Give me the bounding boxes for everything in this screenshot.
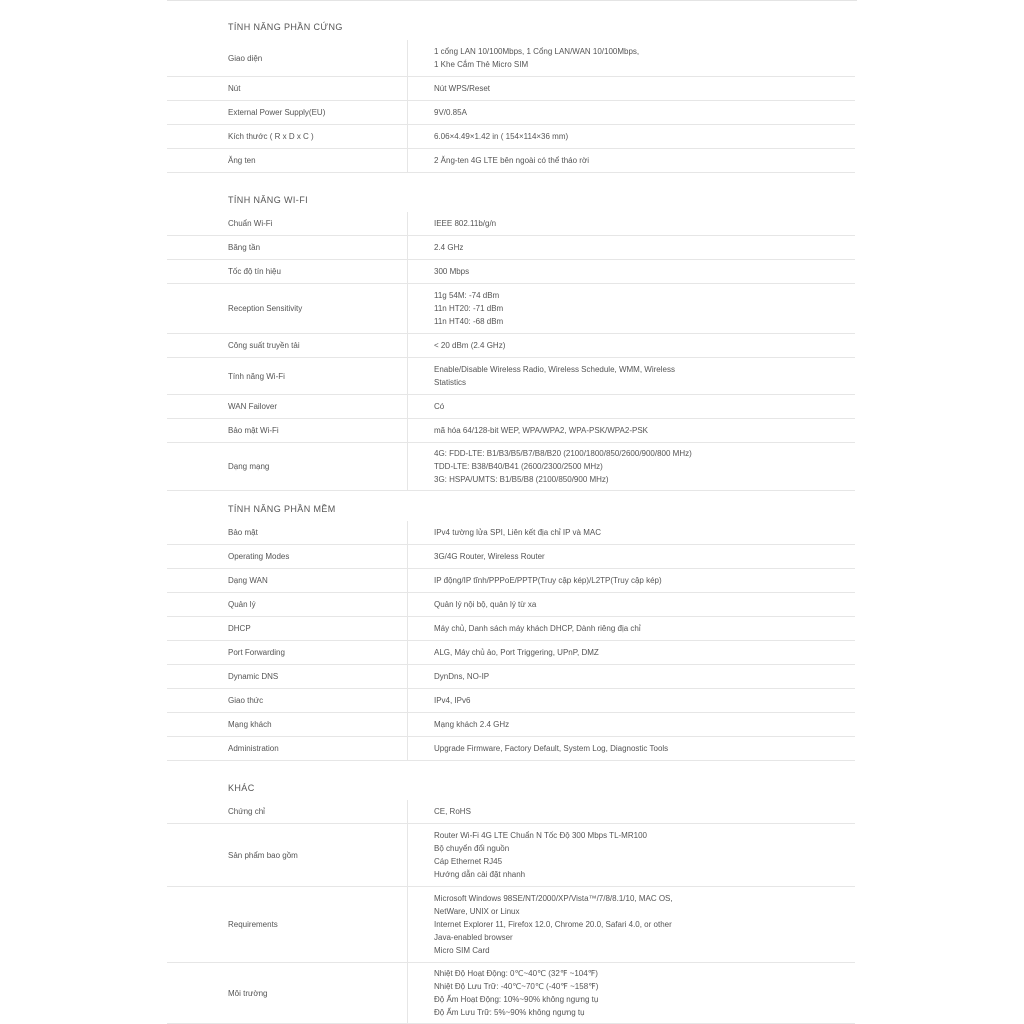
- spec-label: WAN Failover: [167, 395, 408, 418]
- spec-value: Router Wi-Fi 4G LTE Chuẩn N Tốc Độ 300 Mbps TL-MR100 Bộ chuyển đổi nguồn Cáp Ethernet RJ45 Hướng dẫn cài đặt nhanh: [434, 831, 647, 879]
- spec-value: 6.06×4.49×1.42 in ( 154×114×36 mm): [434, 132, 569, 141]
- spec-row: [167, 737, 855, 761]
- spec-row: [167, 443, 855, 491]
- spec-value: 9V/0.85A: [434, 108, 467, 117]
- section-software: [167, 497, 855, 761]
- spec-row: [167, 395, 855, 419]
- spec-row: [167, 963, 855, 1024]
- spec-label: Requirements: [167, 887, 408, 962]
- spec-label: Dynamic DNS: [167, 665, 408, 688]
- spec-row: [167, 521, 855, 545]
- spec-row: [167, 641, 855, 665]
- spec-row: [167, 545, 855, 569]
- spec-value: IP động/IP tĩnh/PPPoE/PPTP(Truy cập kép)/L2TP(Truy cập kép): [434, 576, 662, 585]
- spec-value: IEEE 802.11b/g/n: [434, 219, 497, 228]
- spec-row: [167, 236, 855, 260]
- spec-row: [167, 569, 855, 593]
- spec-label: Dạng WAN: [167, 569, 408, 592]
- spec-label: Ăng ten: [167, 149, 408, 172]
- spec-row: [167, 800, 855, 824]
- spec-value: IPv4, IPv6: [434, 696, 471, 705]
- spec-value: ALG, Máy chủ ảo, Port Triggering, UPnP, DMZ: [434, 648, 599, 657]
- spec-label: Quản lý: [167, 593, 408, 616]
- spec-label: Administration: [167, 737, 408, 760]
- spec-row: [167, 689, 855, 713]
- spec-label: Kích thước ( R x D x C ): [167, 125, 408, 148]
- spec-label: DHCP: [167, 617, 408, 640]
- spec-label: Bảo mật: [167, 521, 408, 544]
- spec-row: [167, 593, 855, 617]
- spec-row: [167, 713, 855, 737]
- spec-value: 2 Ăng-ten 4G LTE bên ngoài có thể tháo rời: [434, 156, 589, 165]
- spec-label: Giao thức: [167, 689, 408, 712]
- spec-value: Microsoft Windows 98SE/NT/2000/XP/Vista™/7/8/8.1/10, MAC OS, NetWare, UNIX or Linux Internet Explorer 11, Firefox 12.0, Chrome 20.0, Safari 4.0, or other Java-enabled browser Micro SIM Card: [434, 894, 673, 955]
- spec-label: External Power Supply(EU): [167, 101, 408, 124]
- spec-value: IPv4 tường lửa SPI, Liên kết địa chỉ IP và MAC: [434, 528, 601, 537]
- spec-row: [167, 101, 855, 125]
- spec-value: 11g 54M: -74 dBm 11n HT20: -71 dBm 11n HT40: -68 dBm: [434, 291, 504, 326]
- spec-label: Chuẩn Wi-Fi: [167, 212, 408, 235]
- spec-row: [167, 260, 855, 284]
- spec-row: [167, 824, 855, 887]
- spec-row: [167, 40, 855, 77]
- section-hardware: [167, 14, 855, 173]
- spec-label: Môi trường: [167, 963, 408, 1023]
- spec-value: Máy chủ, Danh sách máy khách DHCP, Dành riêng địa chỉ: [434, 624, 641, 633]
- spec-label: Băng tần: [167, 236, 408, 259]
- spec-value: Nhiệt Độ Hoạt Động: 0℃~40℃ (32℉ ~104℉) Nhiệt Độ Lưu Trữ: -40℃~70℃ (-40℉ ~158℉) Độ Ẩm Hoạt Động: 10%~90% không ngưng tụ Độ Ẩm Lưu Trữ: 5%~90% không ngưng tụ: [434, 969, 599, 1017]
- spec-label: Bảo mật Wi-Fi: [167, 419, 408, 442]
- top-divider: [167, 0, 857, 1]
- spec-value: 4G: FDD-LTE: B1/B3/B5/B7/B8/B20 (2100/1800/850/2600/900/800 MHz) TDD-LTE: B38/B40/B41 (2600/2300/2500 MHz) 3G: HSPA/UMTS: B1/B5/B8 (2100/850/900 MHz): [434, 449, 692, 484]
- spec-label: Operating Modes: [167, 545, 408, 568]
- spec-row: [167, 665, 855, 689]
- spec-value: Mạng khách 2.4 GHz: [434, 720, 510, 729]
- section-title: KHÁC: [228, 783, 255, 793]
- spec-row: [167, 334, 855, 358]
- section-other: [167, 776, 855, 1024]
- spec-label: Công suất truyền tải: [167, 334, 408, 357]
- spec-row: [167, 284, 855, 334]
- spec-label: Reception Sensitivity: [167, 284, 408, 333]
- spec-row: [167, 149, 855, 173]
- spec-label: Chứng chỉ: [167, 800, 408, 823]
- spec-value: < 20 dBm (2.4 GHz): [434, 341, 506, 350]
- spec-row: [167, 419, 855, 443]
- section-title: TÍNH NĂNG WI-FI: [228, 195, 308, 205]
- spec-value: 3G/4G Router, Wireless Router: [434, 552, 545, 561]
- spec-row: [167, 125, 855, 149]
- spec-label: Giao diện: [167, 40, 408, 76]
- spec-value: CE, RoHS: [434, 807, 471, 816]
- spec-value: Nút WPS/Reset: [434, 84, 491, 93]
- spec-label: Sản phẩm bao gồm: [167, 824, 408, 886]
- spec-row: [167, 887, 855, 963]
- spec-row: [167, 617, 855, 641]
- spec-row: [167, 358, 855, 395]
- spec-label: Nút: [167, 77, 408, 100]
- spec-label: Mạng khách: [167, 713, 408, 736]
- spec-value: Quản lý nội bộ, quản lý từ xa: [434, 600, 537, 609]
- spec-label: Tính năng Wi-Fi: [167, 358, 408, 394]
- spec-value: mã hóa 64/128-bit WEP, WPA/WPA2, WPA-PSK/WPA2-PSK: [434, 426, 648, 435]
- spec-value: Có: [434, 402, 445, 411]
- section-wifi: [167, 188, 855, 491]
- spec-label: Port Forwarding: [167, 641, 408, 664]
- spec-row: [167, 77, 855, 101]
- spec-value: DynDns, NO-IP: [434, 672, 490, 681]
- spec-value: 2.4 GHz: [434, 243, 464, 252]
- spec-value: Enable/Disable Wireless Radio, Wireless Schedule, WMM, Wireless Statistics: [434, 365, 675, 387]
- section-title: TÍNH NĂNG PHẦN MỀM: [228, 504, 336, 514]
- spec-label: Tốc độ tín hiệu: [167, 260, 408, 283]
- section-title: TÍNH NĂNG PHẦN CỨNG: [228, 22, 343, 32]
- spec-row: [167, 212, 855, 236]
- spec-value: 1 cổng LAN 10/100Mbps, 1 Cổng LAN/WAN 10/100Mbps, 1 Khe Cắm Thẻ Micro SIM: [434, 47, 640, 69]
- spec-label: Dạng mạng: [167, 443, 408, 490]
- spec-value: 300 Mbps: [434, 267, 470, 276]
- spec-value: Upgrade Firmware, Factory Default, System Log, Diagnostic Tools: [434, 744, 669, 753]
